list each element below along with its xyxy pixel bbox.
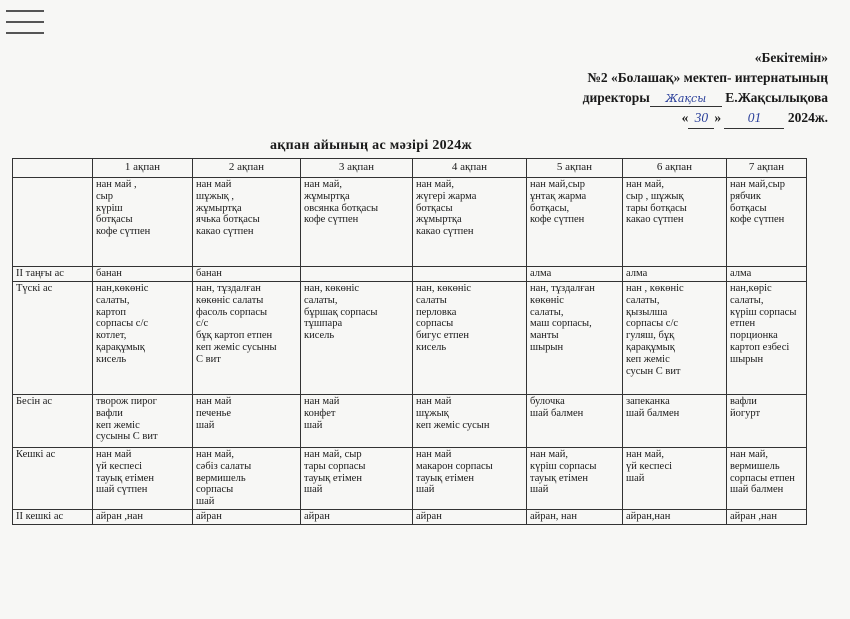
menu-cell: нан май шұжық , жұмыртқа ячька ботқасы какао сүтпен [193,178,301,267]
header-day: 6 ақпан [623,159,727,178]
header-day: 1 ақпан [93,159,193,178]
menu-cell: айран,нан [623,509,727,524]
header-day: 4 ақпан [413,159,527,178]
menu-table [12,158,807,525]
menu-cell: нан май үй кеспесі тауық етімен шай сүтпен [93,448,193,510]
menu-cell: нан, көкөніс салаты, бұршақ сорпасы тұшпара кисель [301,282,413,395]
menu-cell: айран [301,509,413,524]
menu-cell: нан,көкөніс салаты, картоп сорпасы с/с котлет, қарақұмық кисель [93,282,193,395]
table-row [13,282,807,395]
menu-cell [413,267,527,282]
approval-date-day: 30 [688,108,714,129]
meal-label [13,178,93,267]
menu-cell: нан май, жүгері жарма ботқасы жұмыртқа какао сүтпен [413,178,527,267]
menu-cell: нан май, жұмыртқа овсянка ботқасы кофе сүтпен [301,178,413,267]
menu-cell: нан май, күріш сорпасы тауық етімен шай [527,448,623,510]
menu-cell [301,267,413,282]
approval-director-name: Е.Жақсылықова [725,90,828,105]
menu-cell: нан май, сыр тары сорпасы тауық етімен шай [301,448,413,510]
header-blank [13,159,93,178]
menu-cell: алма [727,267,807,282]
menu-cell: нан, тұздалған көкөніс салаты, маш сорпасы, манты шырын [527,282,623,395]
menu-cell: нан май печенье шай [193,395,301,448]
approval-director-line [528,88,828,108]
menu-cell: нан май, үй кеспесі шай [623,448,727,510]
menu-cell: нан , көкөніс салаты, қызылша сорпасы с/с гуляш, бұқ қарақұмық кеп жеміс сусын С вит [623,282,727,395]
menu-cell: айран ,нан [727,509,807,524]
approval-date: « 30 » 01 2024ж. [528,108,828,129]
menu-cell: нан, тұздалған көкөніс салаты фасоль сорпасы с/с бұқ картоп етпен кеп жеміс сусыны С вит [193,282,301,395]
approval-block [528,48,828,129]
menu-cell: нан, көкөніс салаты перловка сорпасы бигус етпен кисель [413,282,527,395]
menu-cell: банан [93,267,193,282]
meal-label: Бесін ас [13,395,93,448]
menu-cell: нан май,сыр ұнтақ жарма ботқасы, кофе сүтпен [527,178,623,267]
approval-date-year: 2024ж. [787,110,828,125]
signature: Жақсы [650,92,722,107]
table-row [13,267,807,282]
menu-cell: запеканка шай балмен [623,395,727,448]
menu-cell: нан май конфет шай [301,395,413,448]
meal-label: Түскі ас [13,282,93,395]
menu-cell: алма [527,267,623,282]
menu-cell: айран, нан [527,509,623,524]
menu-cell: нан май, сәбіз салаты вермишель сорпасы шай [193,448,301,510]
menu-cell: нан май макарон сорпасы тауық етімен шай [413,448,527,510]
meal-label: ІІ таңғы ас [13,267,93,282]
menu-cell: нан май, сыр , шұжық тары ботқасы какао сүтпен [623,178,727,267]
menu-cell: нан май, вермишель сорпасы етпен шай балмен [727,448,807,510]
table-header-row [13,159,807,178]
menu-cell: нан май,сыр рябчик ботқасы кофе сүтпен [727,178,807,267]
table-row [13,395,807,448]
table-row [13,178,807,267]
table-row [13,509,807,524]
approval-heading: «Бекітемін» [754,50,828,65]
approval-director-label: директоры [582,90,650,105]
menu-cell: вафли йогурт [727,395,807,448]
header-day: 5 ақпан [527,159,623,178]
header-day: 3 ақпан [301,159,413,178]
menu-cell: банан [193,267,301,282]
meal-label: ІІ кешкі ас [13,509,93,524]
menu-cell: творож пирог вафли кеп жеміс сусыны С вит [93,395,193,448]
menu-cell: айран [413,509,527,524]
menu-cell: айран ,нан [93,509,193,524]
approval-school: №2 «Болашақ» мектеп- интернатының [587,70,828,85]
header-day: 7 ақпан [727,159,807,178]
menu-cell: нан май , сыр күріш ботқасы кофе сүтпен [93,178,193,267]
punch-hole-marks [6,10,46,44]
meal-label: Кешкі ас [13,448,93,510]
menu-cell: айран [193,509,301,524]
menu-cell: булочка шай балмен [527,395,623,448]
menu-cell: нан,көріс салаты, күріш сорпасы етпен порционка картоп езбесі шырын [727,282,807,395]
menu-cell: алма [623,267,727,282]
table-row [13,448,807,510]
header-day: 2 ақпан [193,159,301,178]
menu-cell: нан май шұжық кеп жеміс сусын [413,395,527,448]
approval-date-month: 01 [724,108,784,129]
page-title: ақпан айының ас мәзірі 2024ж [270,138,472,153]
